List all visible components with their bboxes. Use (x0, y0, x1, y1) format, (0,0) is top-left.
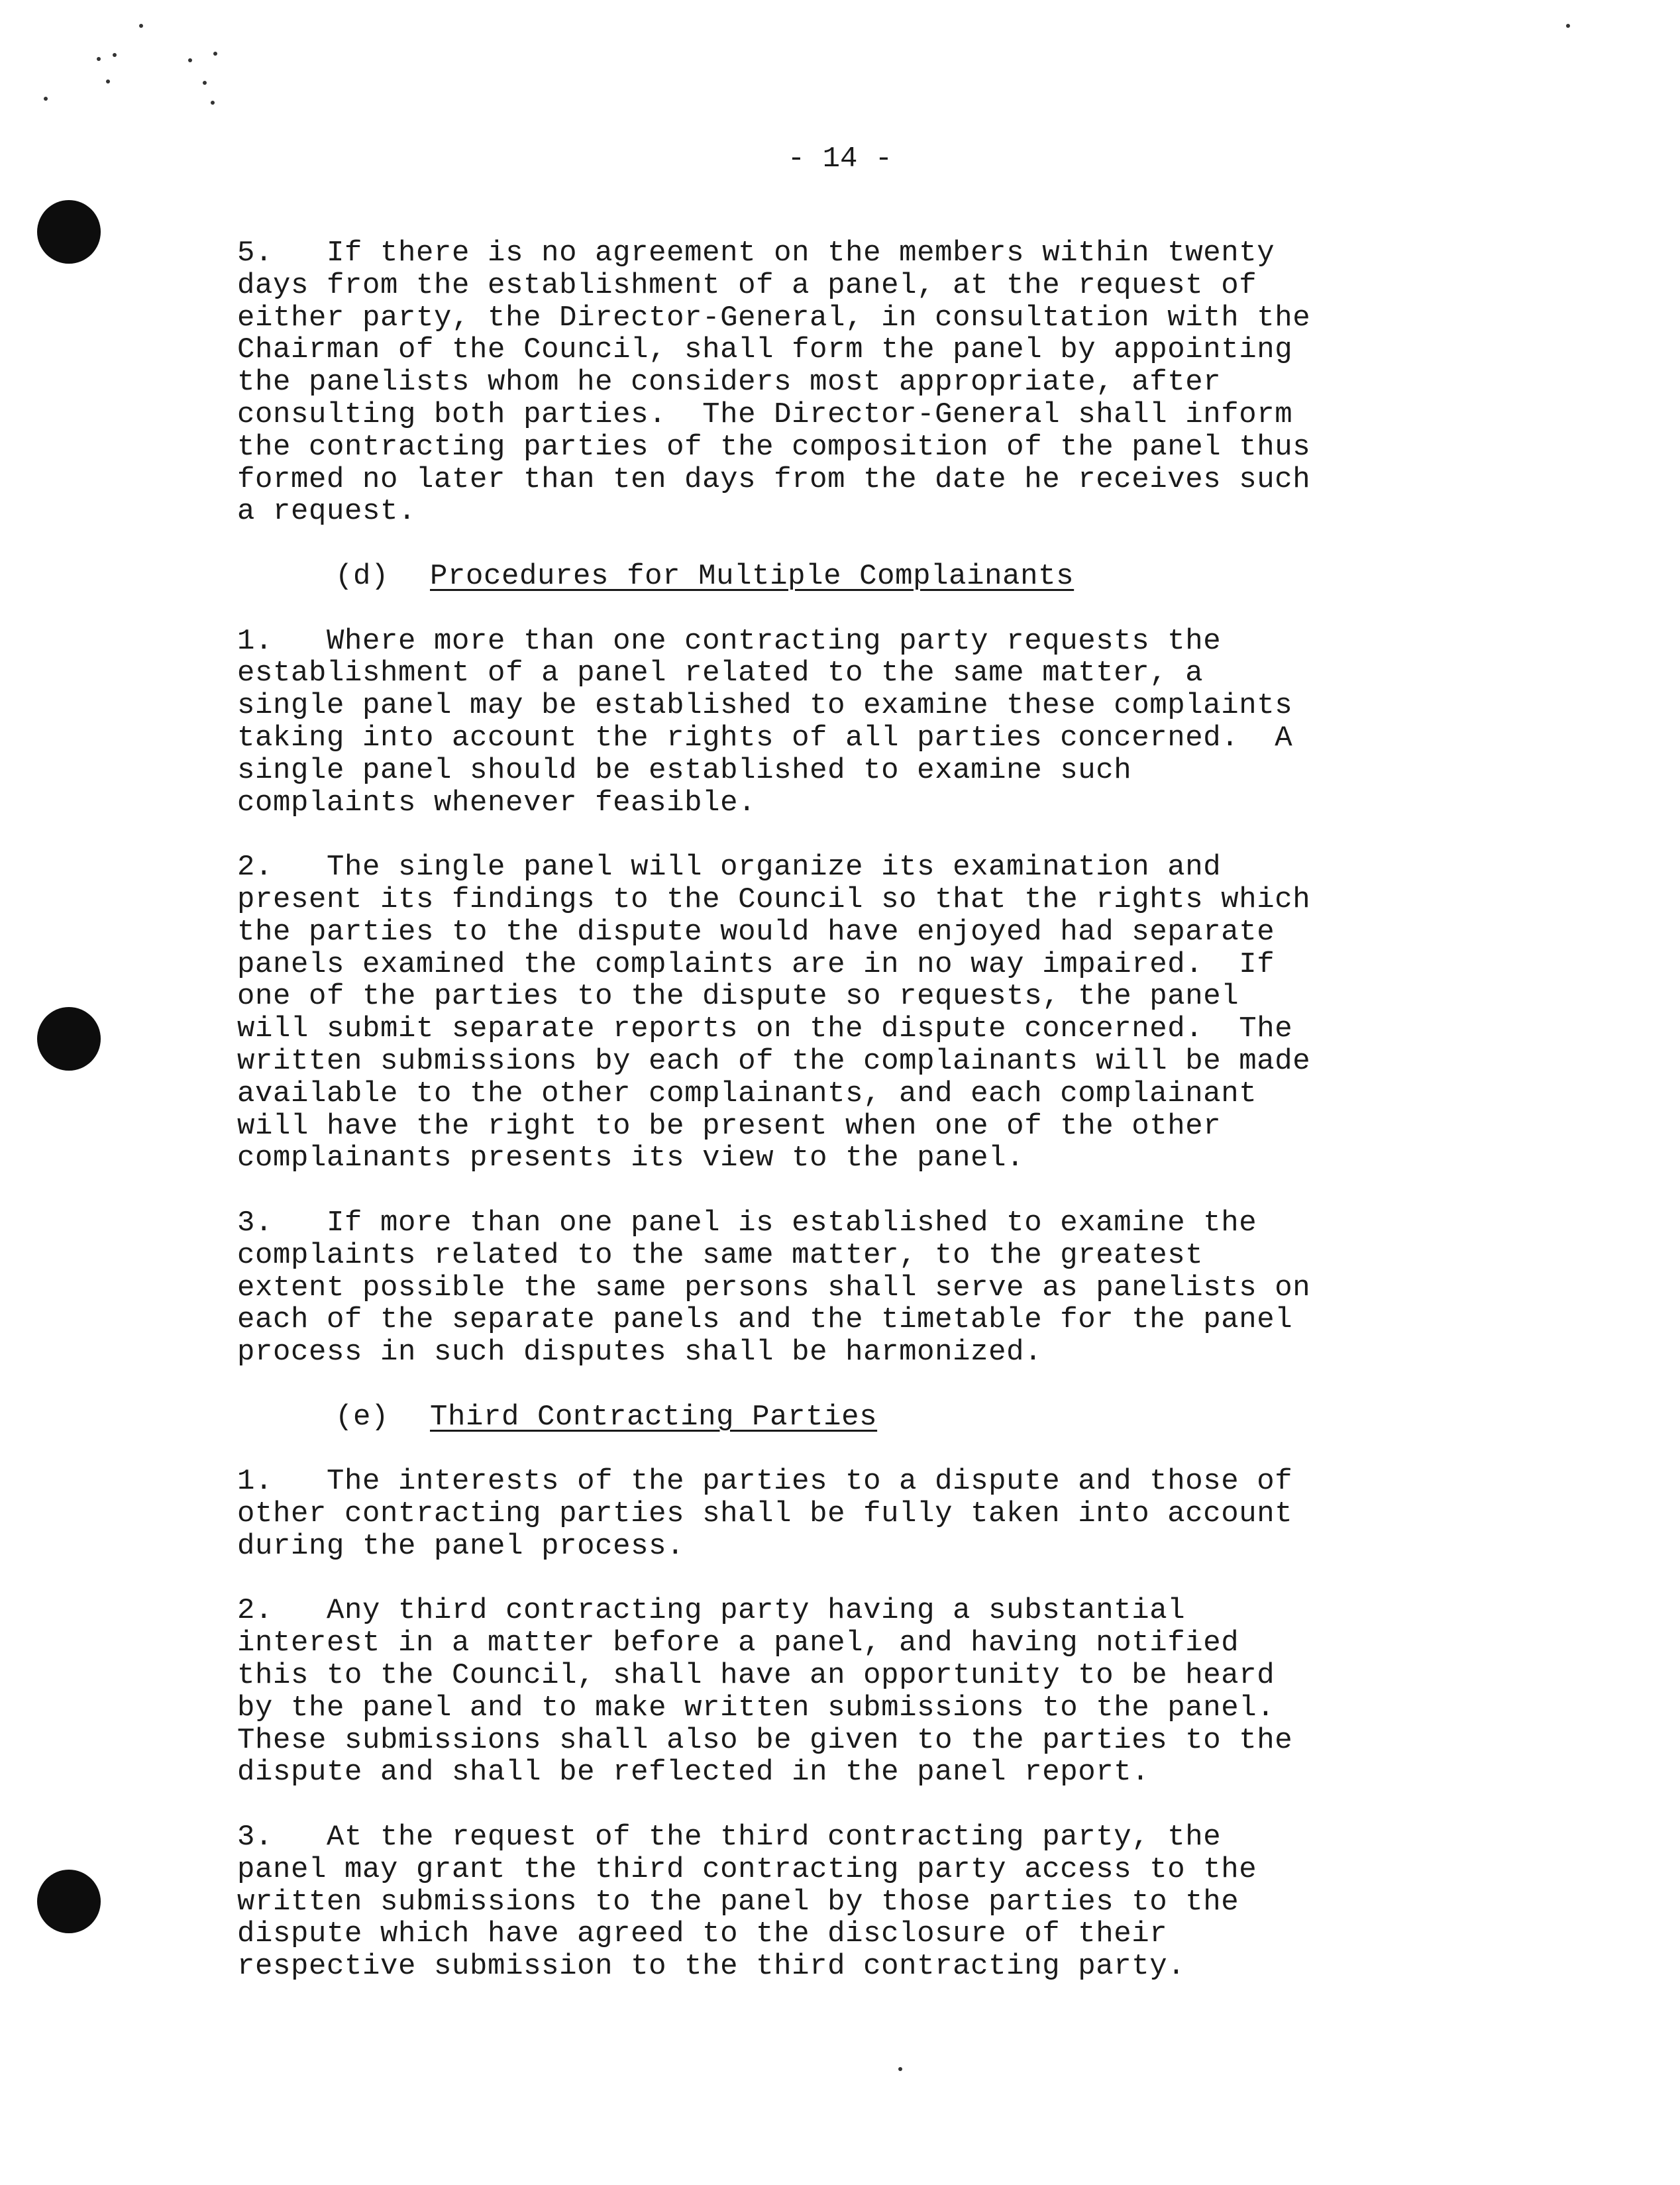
paragraph-line: interest in a matter before a panel, and having notified (237, 1626, 1239, 1660)
paragraph-line: complainants presents its view to the panel. (237, 1142, 1025, 1175)
scan-speck (203, 81, 207, 85)
paragraph-line: 1. The interests of the parties to a dispute and those of (237, 1465, 1293, 1499)
paragraph-line: single panel may be established to examine these complaints (237, 689, 1293, 723)
section-heading (237, 1401, 1403, 1434)
paragraph-line: present its findings to the Council so that the rights which (237, 882, 1311, 916)
paragraph-line: extent possible the same persons shall serve as panelists on (237, 1271, 1311, 1305)
paragraph-line: respective submission to the third contracting party. (237, 1950, 1186, 1984)
scan-speck (213, 52, 217, 56)
paragraph-line: written submissions by each of the complainants will be made (237, 1044, 1311, 1078)
paragraph (237, 1207, 1403, 1369)
paragraph-line: These submissions shall also be given to the parties to the (237, 1723, 1293, 1757)
paragraph-line: formed no later than ten days from the date he receives such (237, 462, 1311, 496)
paragraph-line: dispute and shall be reflected in the panel report. (237, 1756, 1150, 1789)
paragraph-line: by the panel and to make written submissions to the panel. (237, 1691, 1275, 1725)
paragraph-line: 3. If more than one panel is established to examine the (237, 1206, 1257, 1240)
scan-speck (44, 97, 48, 101)
scan-speck (898, 2067, 902, 2071)
paragraph-line: the parties to the dispute would have enjoyed had separate (237, 915, 1275, 949)
scan-speck (97, 57, 101, 61)
paragraph (237, 1595, 1403, 1789)
paragraph (237, 625, 1403, 820)
paragraph-line: a request. (237, 495, 417, 529)
paragraph-line: establishment of a panel related to the same matter, a (237, 657, 1204, 690)
scan-speck (1566, 24, 1570, 28)
paragraph-line: this to the Council, shall have an opportunity to be heard (237, 1659, 1275, 1693)
paragraph-line: during the panel process. (237, 1529, 685, 1563)
paragraph-line: other contracting parties shall be fully taken into account (237, 1497, 1293, 1531)
section-title: Third Contracting Parties (430, 1400, 878, 1434)
paragraph-line: 2. Any third contracting party having a substantial (237, 1594, 1186, 1628)
paragraph-line: one of the parties to the dispute so requests, the panel (237, 980, 1239, 1014)
paragraph-line: each of the separate panels and the timetable for the panel (237, 1303, 1293, 1337)
scan-speck (139, 24, 143, 28)
paragraph-line: complaints related to the same matter, to the greatest (237, 1238, 1204, 1272)
page-number: - 14 - (787, 142, 893, 176)
paragraph-line: available to the other complainants, and each complainant (237, 1077, 1257, 1110)
scan-speck (211, 101, 215, 105)
paragraph-line: panel may grant the third contracting party access to the (237, 1852, 1257, 1886)
paragraph-line: process in such disputes shall be harmonized. (237, 1336, 1043, 1369)
paragraph-line: 1. Where more than one contracting party requests the (237, 624, 1222, 658)
paragraph-line: 5. If there is no agreement on the members within twenty (237, 237, 1275, 270)
scan-speck (106, 80, 110, 83)
paragraph-line: panels examined the complaints are in no way impaired. If (237, 947, 1275, 981)
section-label: (e) (335, 1400, 390, 1434)
document-body (237, 237, 1403, 2015)
paragraph (237, 1821, 1403, 1983)
paragraph-line: 2. The single panel will organize its examination and (237, 851, 1222, 884)
section-heading (237, 560, 1403, 593)
paragraph-line: either party, the Director-General, in consultation with the (237, 301, 1311, 335)
section-label: (d) (335, 559, 390, 593)
section-title: Procedures for Multiple Complainants (430, 559, 1075, 593)
paragraph-line: written submissions to the panel by those parties to the (237, 1885, 1239, 1919)
paragraph-line: days from the establishment of a panel, at the request of (237, 268, 1257, 302)
paragraph-line: complaints whenever feasible. (237, 786, 757, 820)
paragraph (237, 237, 1403, 528)
paragraph-line: the contracting parties of the composition of the panel thus (237, 430, 1311, 464)
paragraph-line: single panel should be established to examine such (237, 753, 1132, 787)
paragraph-line: the panelists whom he considers most appropriate, after (237, 366, 1222, 400)
paragraph-line: dispute which have agreed to the disclosure of their (237, 1917, 1168, 1951)
paragraph-line: 3. At the request of the third contracting party, the (237, 1821, 1222, 1854)
scan-speck (188, 58, 192, 62)
punch-hole-middle (37, 1007, 101, 1071)
paragraph-line: will have the right to be present when one of the other (237, 1109, 1222, 1143)
scan-speck (113, 53, 117, 57)
paragraph-line: Chairman of the Council, shall form the panel by appointing (237, 333, 1293, 367)
paragraph (237, 851, 1403, 1175)
paragraph (237, 1466, 1403, 1562)
paragraph-line: will submit separate reports on the dispute concerned. The (237, 1012, 1293, 1046)
punch-hole-bottom (37, 1870, 101, 1933)
paragraph-line: consulting both parties. The Director-General shall inform (237, 398, 1293, 431)
punch-hole-top (37, 200, 101, 264)
paragraph-line: taking into account the rights of all parties concerned. A (237, 721, 1293, 755)
